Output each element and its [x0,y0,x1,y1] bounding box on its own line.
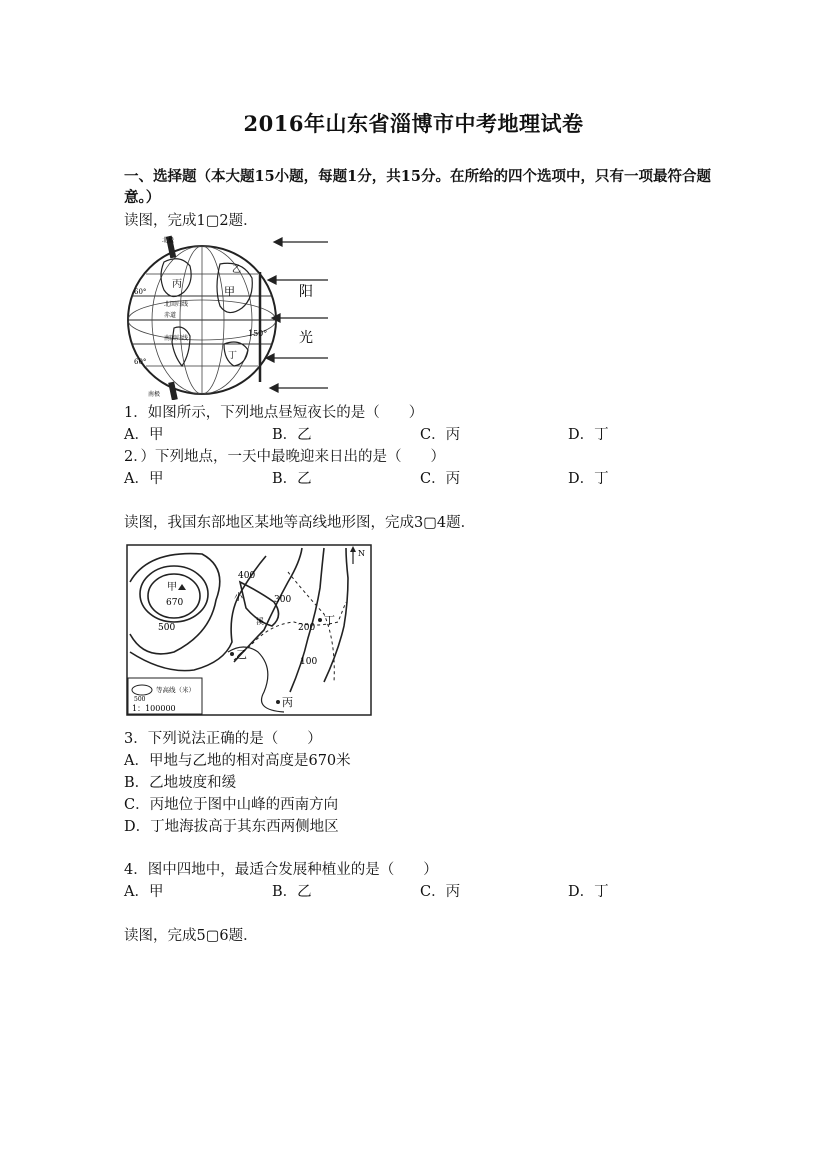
contour-label-500: 500 [158,623,176,633]
q1-option-a: A．甲 [124,427,164,443]
q1-stem: 1．如图所示，下列地点昼短夜长的是（ ） [124,405,424,421]
q4-option-d: D．丁 [568,884,609,900]
globe-point-bing: 丙 [172,279,182,290]
peak-label: 甲 [167,582,177,593]
q2-option-b: B．乙 [272,471,312,487]
sunlight-label-2: 光 [299,330,313,346]
q3-stem: 3．下列说法正确的是（ ） [124,731,322,747]
tropic-s-label: 南回归线 [164,335,189,342]
intro-q1-2: 读图，完成1▢2题． [124,213,258,229]
q3-option-c: C．丙地位于图中山峰的西南方向 [124,797,339,813]
q3-option-b: B．乙地坡度和缓 [124,775,237,791]
q2-stem: 2．）下列地点，一天中最晚迎来日出的是（ ） [124,449,445,465]
q2-option-d: D．丁 [568,471,609,487]
q2-option-c: C．丙 [420,471,461,487]
point-yi-dot [230,652,234,656]
river-label-2: 溪 [256,617,264,626]
q4-stem: 4．图中四地中，最适合发展种植业的是（ ） [124,862,438,878]
lon-150-label: 150° [248,329,268,338]
contour-label-300: 300 [274,595,292,605]
q4-option-b: B．乙 [272,884,312,900]
point-ding: 丁 [324,614,335,627]
intro-q5-6: 读图，完成5▢6题． [124,928,258,944]
q3-option-d: D．丁地海拔高于其东西两侧地区 [124,819,339,835]
point-yi: 乙 [236,648,247,661]
equator-label: 赤道 [164,312,177,319]
legend-value: 500 [134,696,146,703]
contour-label-100: 100 [300,657,318,667]
north-pole-label: 北极 [162,237,175,244]
q1-option-c: C．丙 [420,427,461,443]
lat-60s-label: 60° [134,358,147,366]
q2-option-a: A．甲 [124,471,164,487]
globe-point-jia: 甲 [224,285,235,298]
legend-text: 等高线（米） [156,686,195,694]
north-label: N [358,549,365,558]
q1-option-b: B．乙 [272,427,312,443]
globe-figure [124,232,329,400]
river-label-1: 小 [234,593,244,603]
point-ding-dot [318,618,322,622]
section-heading: 一、选择题（本大题15小题，每题1分，共15分。在所给的四个选项中，只有一项最符合题意。） [124,168,711,206]
q4-option-c: C．丙 [420,884,461,900]
tropic-n-label: 北回归线 [164,301,189,308]
globe-illustration [128,236,276,400]
point-bing: 丙 [282,696,293,709]
sunlight-label-1: 阳 [299,284,313,300]
q4-option-a: A．甲 [124,884,164,900]
contour-map-figure [124,542,374,718]
intro-q3-4: 读图，我国东部地区某地等高线地形图，完成3▢4题． [124,515,476,531]
contour-label-200: 200 [298,623,316,633]
peak-height: 670 [166,598,184,608]
q1-option-d: D．丁 [568,427,609,443]
globe-point-ding: 丁 [228,351,238,361]
scale-text: 1：100000 [132,704,176,713]
point-bing-dot [276,700,280,704]
south-pole-label: 南极 [148,391,161,398]
q3-option-a: A．甲地与乙地的相对高度是670米 [124,753,351,769]
contour-label-400: 400 [238,571,256,581]
lat-60n-label: 60° [134,288,147,296]
globe-point-yi: 乙 [232,265,242,275]
page-title: 2016年山东省淄博市中考地理试卷 [243,111,584,136]
